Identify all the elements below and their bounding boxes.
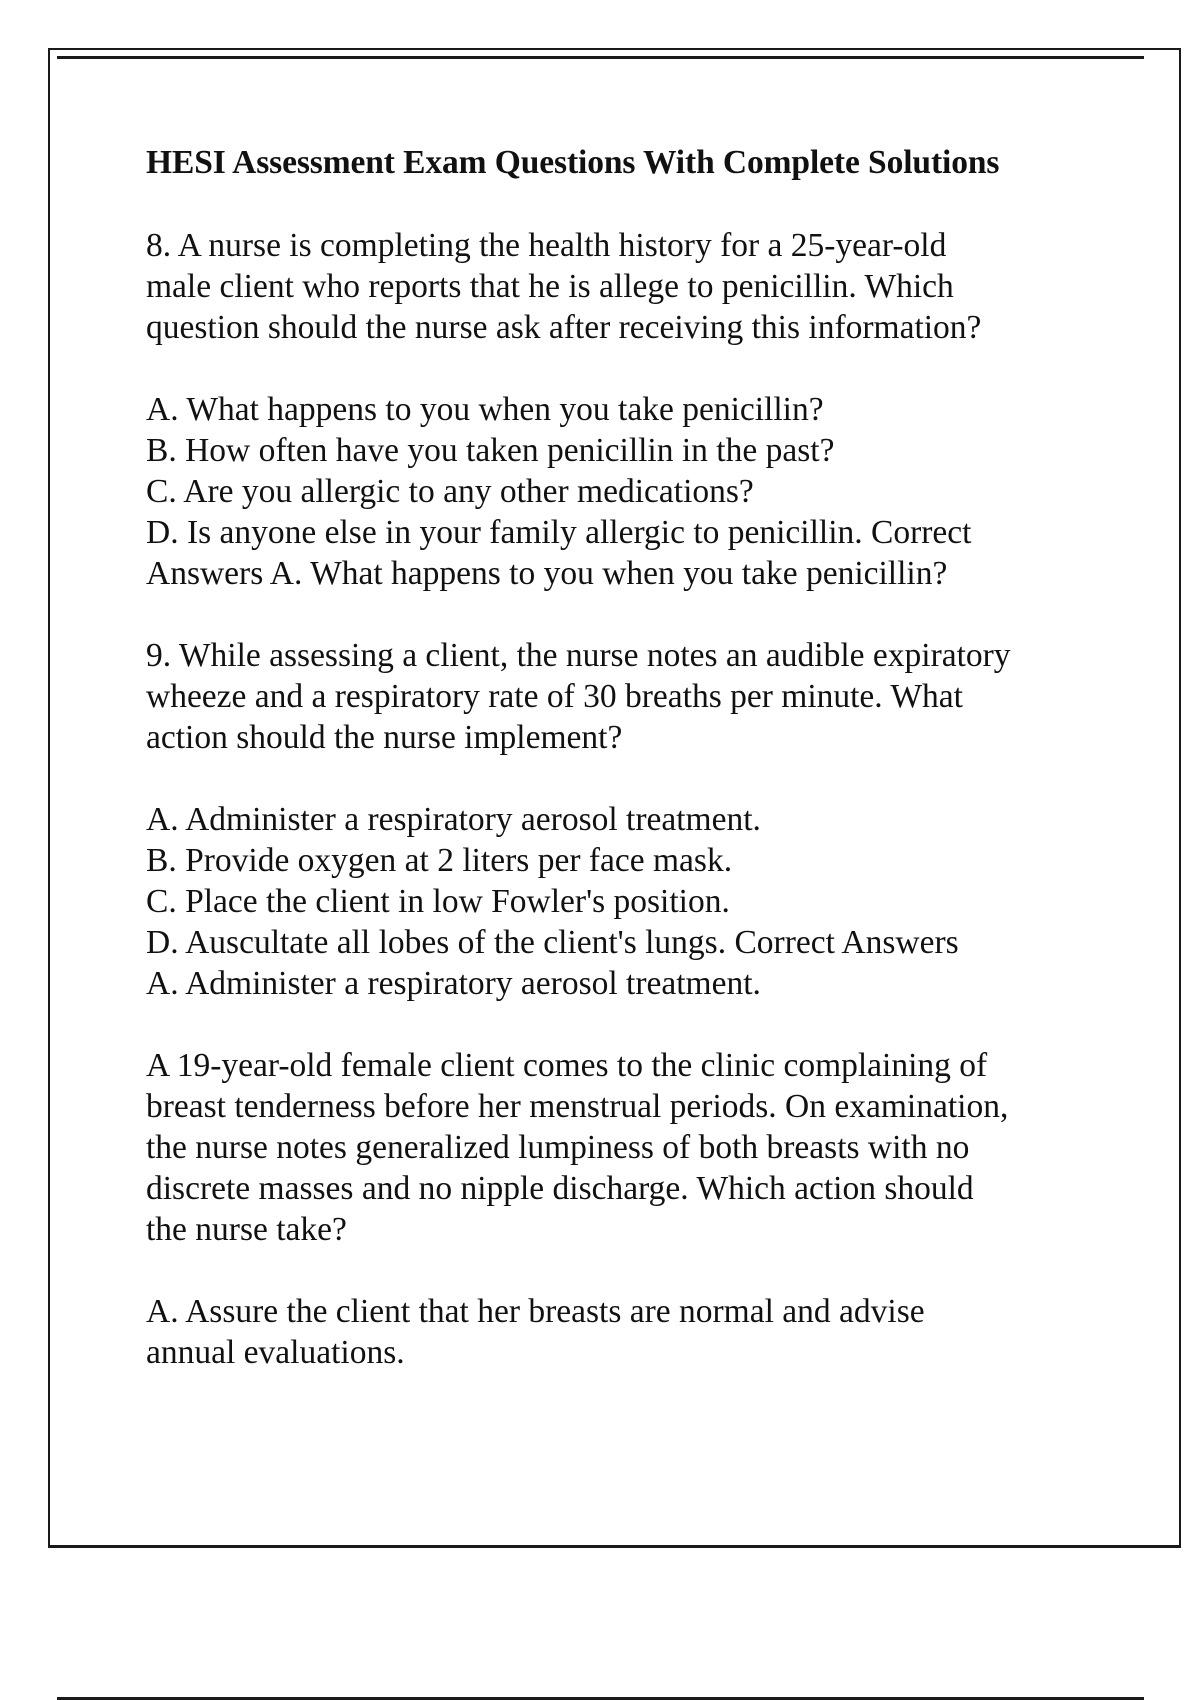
question-text-line: wheeze and a respiratory rate of 30 breaths per minute. What [146, 678, 963, 715]
question-text-line: action should the nurse implement? [146, 719, 623, 756]
question-8-options [146, 389, 1106, 594]
question-9-options [146, 799, 1106, 1004]
option-b: B. How often have you taken penicillin in the past? [146, 432, 835, 469]
question-text-line: the nurse take? [146, 1211, 347, 1248]
correct-answer: A. Administer a respiratory aerosol treatment. [146, 965, 761, 1002]
question-text-line: male client who reports that he is allege to penicillin. Which [146, 268, 954, 305]
question-text-line: discrete masses and no nipple discharge. Which action should [146, 1170, 974, 1207]
question-text-line: breast tenderness before her menstrual periods. On examination, [146, 1088, 1009, 1125]
question-text-line: 8. A nurse is completing the health history for a 25-year-old [146, 227, 947, 264]
question-text-line: question should the nurse ask after receiving this information? [146, 309, 982, 346]
question-9-stem [146, 635, 1106, 758]
question-text-line: 9. While assessing a client, the nurse notes an audible expiratory [146, 637, 1011, 674]
option-d-with-answer: D. Auscultate all lobes of the client's lungs. Correct Answers [146, 924, 959, 961]
option-b: B. Provide oxygen at 2 liters per face mask. [146, 842, 733, 879]
option-c: C. Are you allergic to any other medications? [146, 473, 754, 510]
question-8-stem [146, 225, 1106, 348]
option-d-with-answer: D. Is anyone else in your family allergic to penicillin. Correct [146, 514, 972, 551]
correct-answer: Answers A. What happens to you when you take penicillin? [146, 555, 948, 592]
question-10-options [146, 1291, 1106, 1373]
option-c: C. Place the client in low Fowler's position. [146, 883, 730, 920]
option-a: A. What happens to you when you take penicillin? [146, 391, 824, 428]
header-rule [57, 56, 1144, 59]
document-title: HESI Assessment Exam Questions With Complete Solutions [146, 144, 1000, 181]
question-10-stem [146, 1045, 1106, 1250]
option-a: A. Administer a respiratory aerosol treatment. [146, 801, 761, 838]
option-a: A. Assure the client that her breasts are normal and advise [146, 1293, 925, 1330]
option-a-continued: annual evaluations. [146, 1334, 405, 1371]
question-text-line: the nurse notes generalized lumpiness of both breasts with no [146, 1129, 970, 1166]
document-content [146, 142, 1106, 1414]
question-text-line: A 19-year-old female client comes to the clinic complaining of [146, 1047, 988, 1084]
